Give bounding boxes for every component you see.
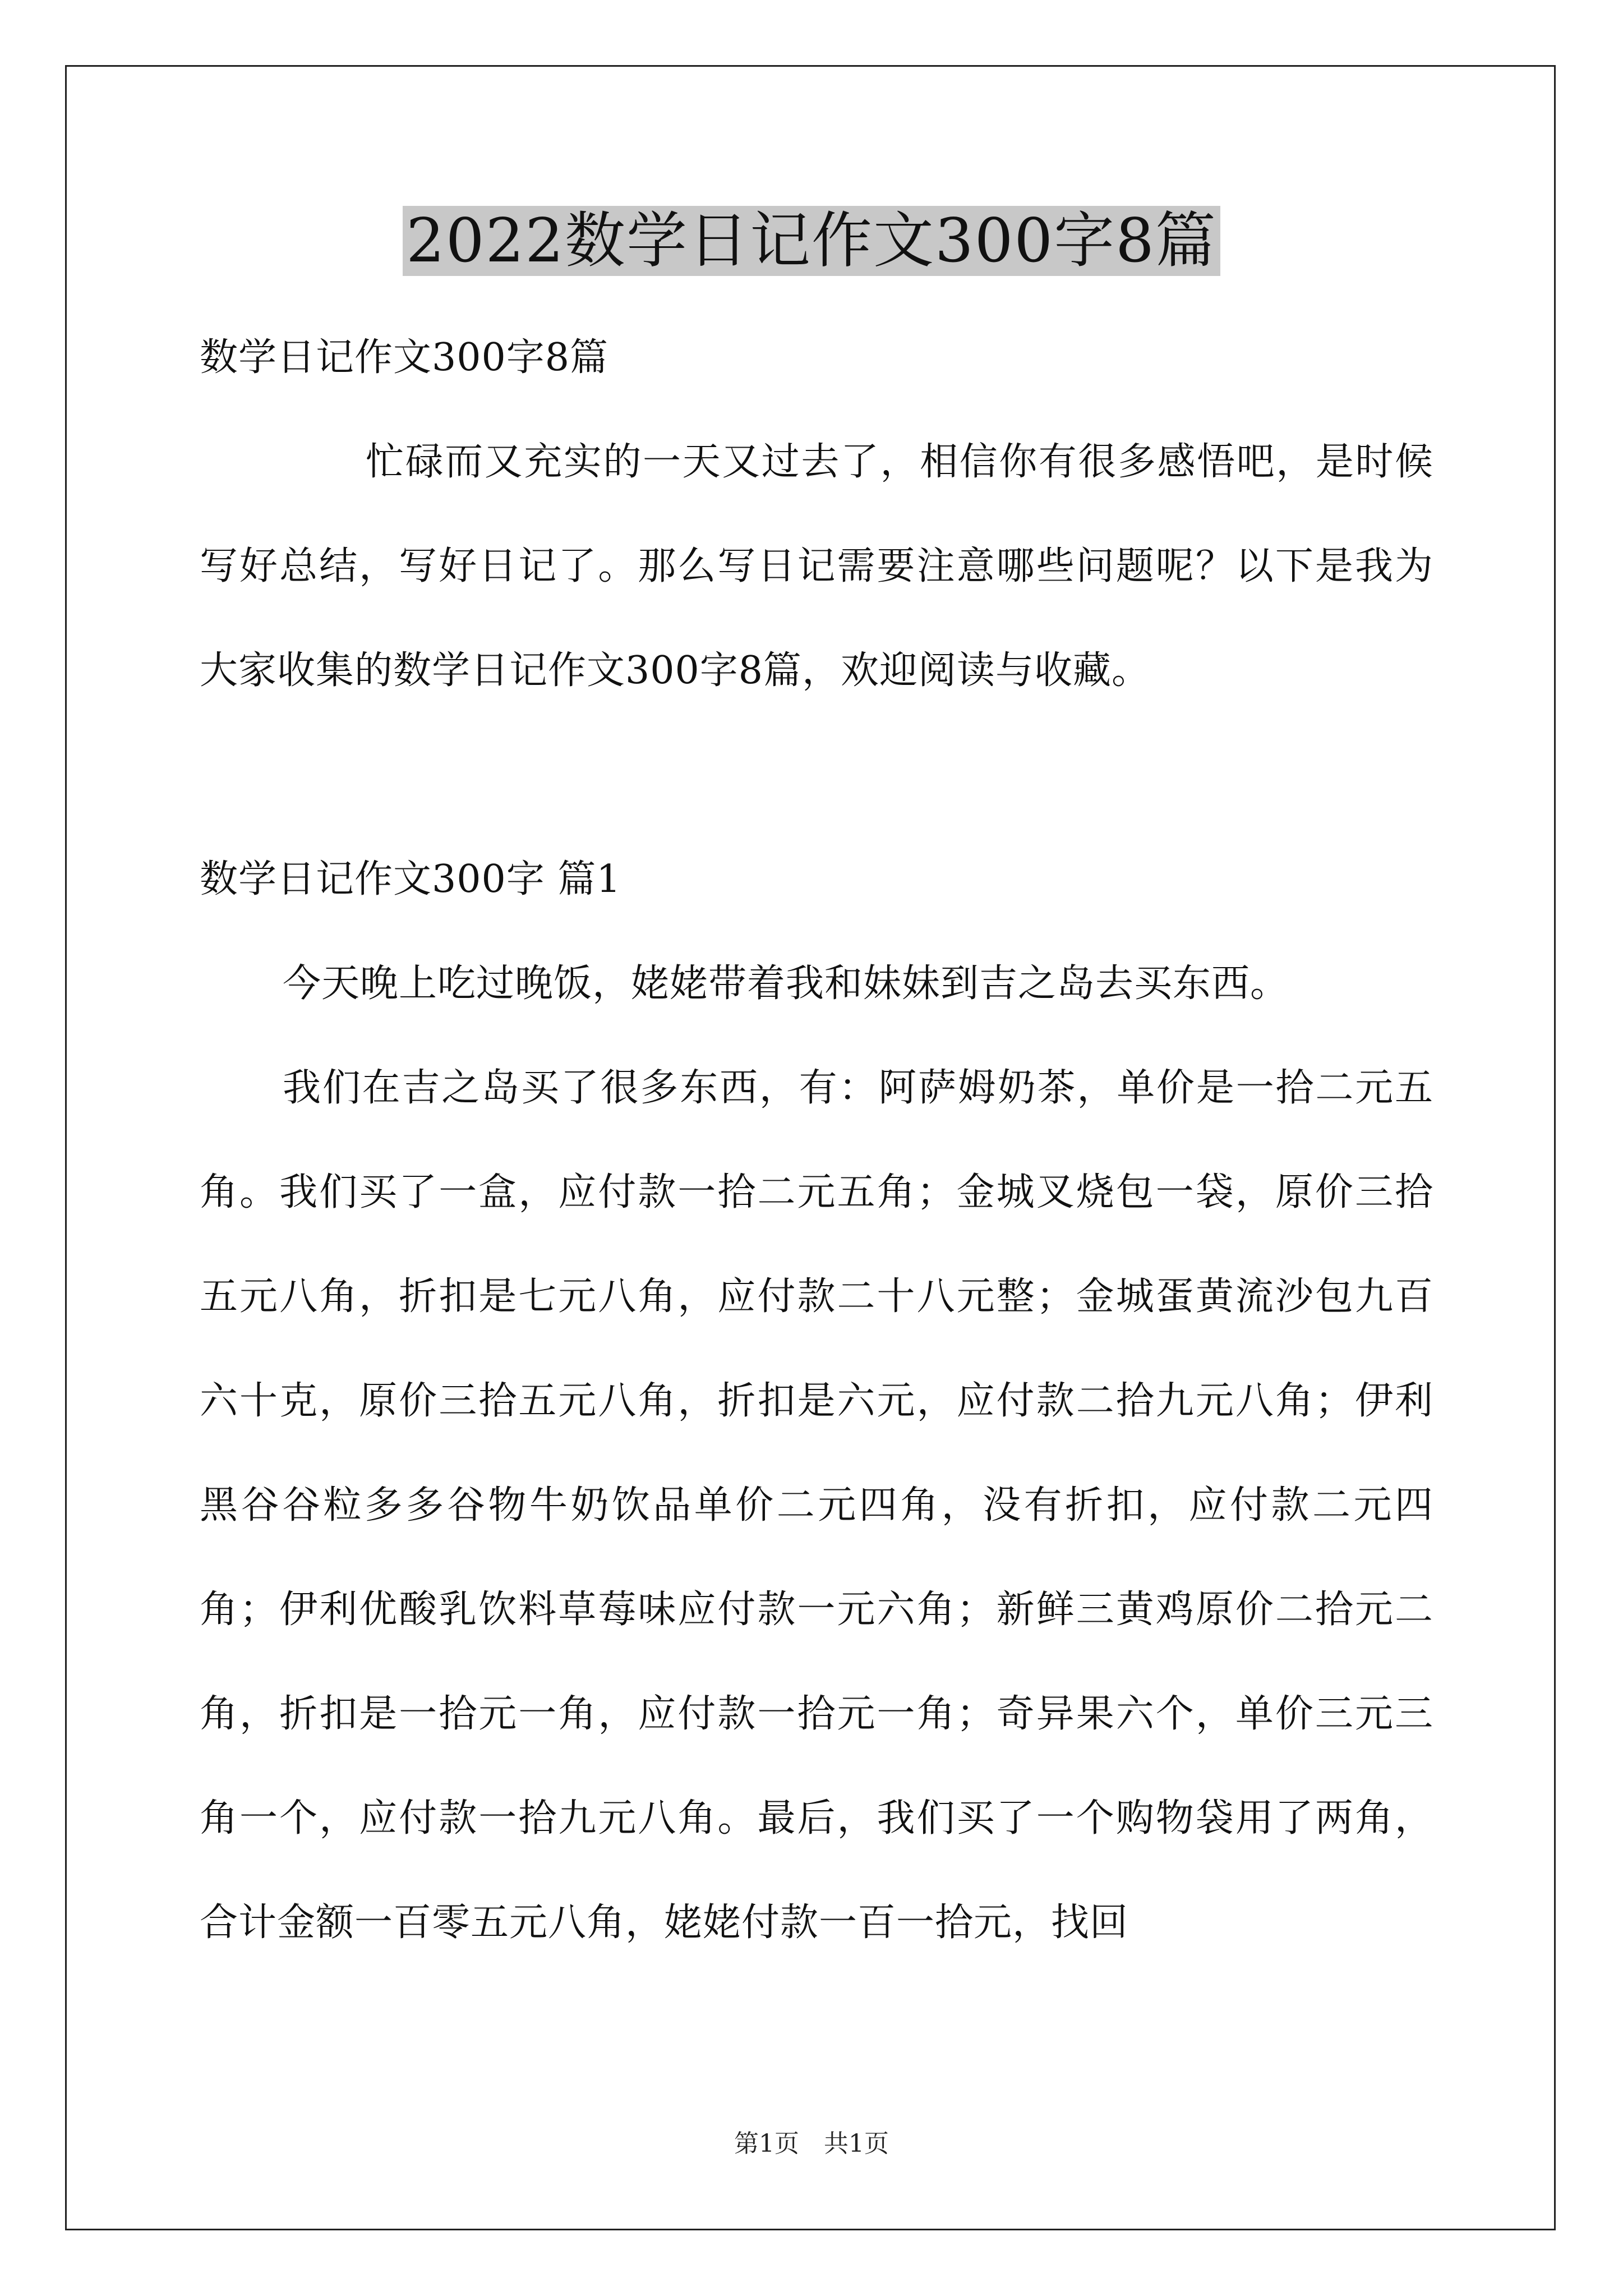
document-body — [200, 306, 1433, 1975]
spacer — [200, 723, 1433, 827]
body-paragraph-1: 今天晚上吃过晚饭，姥姥带着我和妹妹到吉之岛去买东西。 — [283, 961, 1289, 1006]
body-paragraph-2: 我们在吉之岛买了很多东西，有：阿萨姆奶茶，单价是一拾二元五角。我们买了一盒，应付款一拾二元五角；金城叉烧包一袋，原价三拾五元八角，折扣是七元八角，应付款二十八元整；金城蛋黄流沙包九百六十克，原价三拾五元八角，折扣是六元，应付款二拾九元八角；伊利黑谷谷粒多多谷物牛奶饮品单价二元四角，没有折扣，应付款二元四角；伊利优酸乳饮料草莓味应付款一元六角；新鲜三黄鸡原价二拾元二角，折扣是一拾元一角，应付款一拾元一角；奇异果六个，单价三元三角一个，应付款一拾九元八角。最后，我们买了一个购物袋用了两角，合计金额一百零五元八角，姥姥付款一百一拾元，找回 — [200, 1066, 1433, 1945]
intro-paragraph: 忙碌而又充实的一天又过去了，相信你有很多感悟吧，是时候写好总结，写好日记了。那么写日记需要注意哪些问题呢？以下是我为大家收集的数学日记作文300字8篇，欢迎阅读与收藏。 — [200, 440, 1433, 693]
section-heading: 数学日记作文300字 篇1 — [200, 857, 621, 901]
page-footer: 第1页 共1页 — [734, 2129, 889, 2158]
document-subtitle: 数学日记作文300字8篇 — [200, 335, 609, 380]
document-title-text: 2022数学日记作文300字8篇 — [403, 206, 1220, 276]
document-title — [0, 202, 1623, 280]
